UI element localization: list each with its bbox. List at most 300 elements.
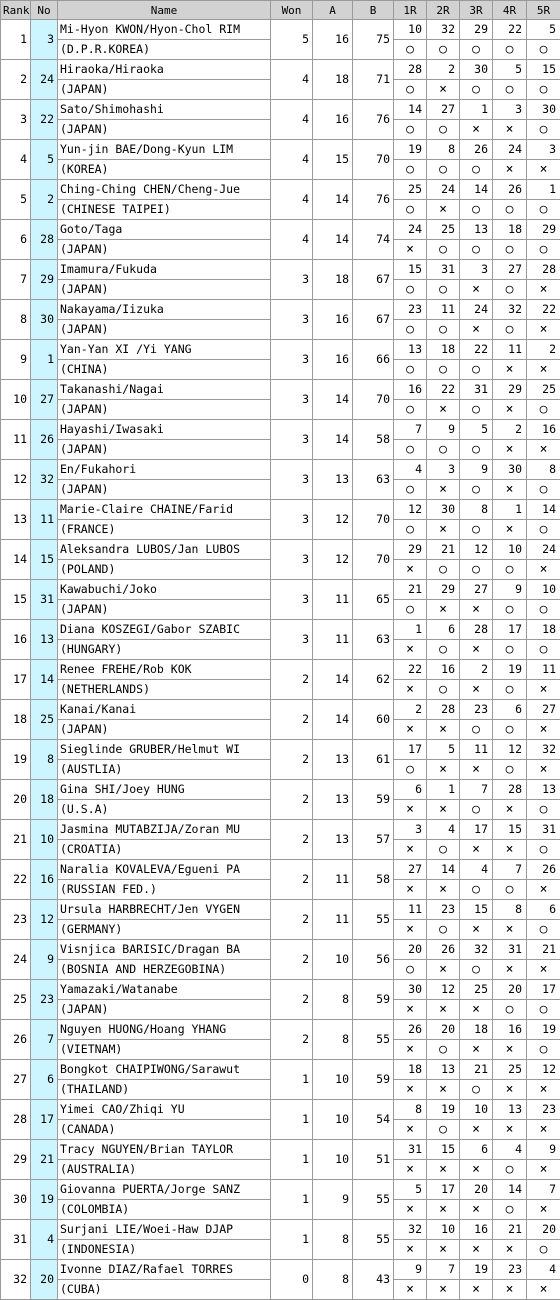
country-cell: (INDONESIA) (58, 1240, 271, 1260)
round-1-result-mark: ○ (394, 960, 427, 980)
round-2-opponent-cell: 32 (427, 20, 460, 40)
round-1-opponent-cell: 10 (394, 20, 427, 40)
round-2-opponent-cell: 23 (427, 900, 460, 920)
round-3-result-mark: × (460, 600, 493, 620)
pair-name-cell: Sato/Shimohashi (58, 100, 271, 120)
round-4-result-mark: ○ (493, 640, 527, 660)
pair-name-cell: Kawabuchi/Joko (58, 580, 271, 600)
b-score-cell: 58 (353, 420, 394, 460)
round-4-result-mark: ○ (493, 600, 527, 620)
table-row (1, 1260, 560, 1280)
round-4-opponent-cell: 8 (493, 900, 527, 920)
rank-cell: 11 (1, 420, 31, 460)
table-body (1, 20, 560, 1300)
round-3-opponent-cell: 20 (460, 1180, 493, 1200)
round-3-result-mark: ○ (460, 560, 493, 580)
round-4-opponent-cell: 2 (493, 420, 527, 440)
round-1-result-mark: ○ (394, 120, 427, 140)
rank-cell: 20 (1, 780, 31, 820)
rank-cell: 25 (1, 980, 31, 1020)
round-1-opponent-cell: 29 (394, 540, 427, 560)
round-5-result-mark: × (527, 1280, 560, 1300)
won-cell: 1 (271, 1140, 313, 1180)
round-2-opponent-cell: 14 (427, 860, 460, 880)
round-5-result-mark: ○ (527, 400, 560, 420)
table-row (1, 1060, 560, 1080)
pair-name-cell: Nakayama/Iizuka (58, 300, 271, 320)
round-1-opponent-cell: 9 (394, 1260, 427, 1280)
header-no: No (31, 1, 58, 20)
b-score-cell: 70 (353, 140, 394, 180)
won-cell: 2 (271, 660, 313, 700)
table-row (1, 980, 560, 1000)
round-3-result-mark: × (460, 640, 493, 660)
round-5-result-mark: ○ (527, 240, 560, 260)
table-row (1, 900, 560, 920)
round-1-opponent-cell: 14 (394, 100, 427, 120)
round-3-result-mark: × (460, 1240, 493, 1260)
entry-number-cell: 15 (31, 540, 58, 580)
round-2-result-mark: × (427, 760, 460, 780)
rank-cell: 29 (1, 1140, 31, 1180)
b-score-cell: 66 (353, 340, 394, 380)
pair-name-cell: Renee FREHE/Rob KOK (58, 660, 271, 680)
round-2-opponent-cell: 6 (427, 620, 460, 640)
round-1-result-mark: × (394, 1200, 427, 1220)
pair-name-cell: Yimei CAO/Zhiqi YU (58, 1100, 271, 1120)
entry-number-cell: 20 (31, 1260, 58, 1300)
a-score-cell: 8 (313, 1260, 353, 1300)
round-5-opponent-cell: 16 (527, 420, 560, 440)
round-4-result-mark: ○ (493, 720, 527, 740)
rank-cell: 26 (1, 1020, 31, 1060)
entry-number-cell: 17 (31, 1100, 58, 1140)
round-4-opponent-cell: 13 (493, 1100, 527, 1120)
round-3-result-mark: ○ (460, 800, 493, 820)
round-3-result-mark: ○ (460, 720, 493, 740)
round-2-result-mark: ○ (427, 280, 460, 300)
round-5-result-mark: × (527, 320, 560, 340)
pair-name-cell: Goto/Taga (58, 220, 271, 240)
round-3-opponent-cell: 6 (460, 1140, 493, 1160)
round-4-result-mark: × (493, 960, 527, 980)
round-1-opponent-cell: 28 (394, 60, 427, 80)
country-cell: (D.P.R.KOREA) (58, 40, 271, 60)
table-row (1, 220, 560, 240)
round-4-result-mark: × (493, 360, 527, 380)
round-5-result-mark: × (527, 560, 560, 580)
table-row (1, 180, 560, 200)
round-1-opponent-cell: 1 (394, 620, 427, 640)
round-2-opponent-cell: 22 (427, 380, 460, 400)
round-5-opponent-cell: 18 (527, 620, 560, 640)
table-row (1, 860, 560, 880)
round-5-opponent-cell: 30 (527, 100, 560, 120)
a-score-cell: 10 (313, 1060, 353, 1100)
table-row (1, 1220, 560, 1240)
round-2-result-mark: ○ (427, 1120, 460, 1140)
round-4-result-mark: × (493, 1080, 527, 1100)
country-cell: (AUSTRALIA) (58, 1160, 271, 1180)
round-5-opponent-cell: 2 (527, 340, 560, 360)
pair-name-cell: Sieglinde GRUBER/Helmut WI (58, 740, 271, 760)
table-row (1, 700, 560, 720)
round-3-result-mark: ○ (460, 440, 493, 460)
round-5-result-mark: ○ (527, 920, 560, 940)
round-3-opponent-cell: 27 (460, 580, 493, 600)
b-score-cell: 59 (353, 980, 394, 1020)
round-2-result-mark: × (427, 480, 460, 500)
a-score-cell: 16 (313, 300, 353, 340)
table-row (1, 620, 560, 640)
header-won: Won (271, 1, 313, 20)
a-score-cell: 16 (313, 20, 353, 60)
pair-name-cell: Giovanna PUERTA/Jorge SANZ (58, 1180, 271, 1200)
rank-cell: 14 (1, 540, 31, 580)
rank-cell: 13 (1, 500, 31, 540)
round-5-opponent-cell: 13 (527, 780, 560, 800)
round-4-opponent-cell: 25 (493, 1060, 527, 1080)
round-5-result-mark: ○ (527, 800, 560, 820)
round-3-opponent-cell: 29 (460, 20, 493, 40)
header-round-5: 5R (527, 1, 560, 20)
pair-name-cell: En/Fukahori (58, 460, 271, 480)
rank-cell: 23 (1, 900, 31, 940)
round-2-result-mark: × (427, 1200, 460, 1220)
round-1-result-mark: ○ (394, 520, 427, 540)
round-4-result-mark: ○ (493, 240, 527, 260)
b-score-cell: 55 (353, 1180, 394, 1220)
round-5-result-mark: ○ (527, 1000, 560, 1020)
round-2-opponent-cell: 8 (427, 140, 460, 160)
round-2-result-mark: ○ (427, 120, 460, 140)
rank-cell: 27 (1, 1060, 31, 1100)
round-4-opponent-cell: 22 (493, 20, 527, 40)
table-row (1, 820, 560, 840)
header-round-3: 3R (460, 1, 493, 20)
round-5-opponent-cell: 29 (527, 220, 560, 240)
round-5-opponent-cell: 10 (527, 580, 560, 600)
round-4-result-mark: ○ (493, 760, 527, 780)
round-3-result-mark: × (460, 320, 493, 340)
round-1-result-mark: ○ (394, 360, 427, 380)
round-3-opponent-cell: 24 (460, 300, 493, 320)
a-score-cell: 12 (313, 500, 353, 540)
round-5-result-mark: × (527, 1080, 560, 1100)
round-1-result-mark: × (394, 1080, 427, 1100)
round-2-result-mark: × (427, 1000, 460, 1020)
round-2-result-mark: × (427, 80, 460, 100)
rank-cell: 19 (1, 740, 31, 780)
round-5-result-mark: × (527, 1200, 560, 1220)
round-4-result-mark: × (493, 1120, 527, 1140)
country-cell: (JAPAN) (58, 720, 271, 740)
round-3-opponent-cell: 32 (460, 940, 493, 960)
won-cell: 3 (271, 620, 313, 660)
entry-number-cell: 16 (31, 860, 58, 900)
country-cell: (JAPAN) (58, 80, 271, 100)
rank-cell: 18 (1, 700, 31, 740)
round-3-opponent-cell: 4 (460, 860, 493, 880)
round-4-opponent-cell: 18 (493, 220, 527, 240)
b-score-cell: 62 (353, 660, 394, 700)
round-2-result-mark: × (427, 400, 460, 420)
round-4-result-mark: ○ (493, 200, 527, 220)
round-5-opponent-cell: 24 (527, 540, 560, 560)
round-1-result-mark: × (394, 800, 427, 820)
country-cell: (THAILAND) (58, 1080, 271, 1100)
round-5-result-mark: × (527, 1120, 560, 1140)
round-1-result-mark: ○ (394, 160, 427, 180)
round-5-result-mark: × (527, 760, 560, 780)
round-1-result-mark: × (394, 1160, 427, 1180)
round-1-opponent-cell: 31 (394, 1140, 427, 1160)
round-1-result-mark: × (394, 680, 427, 700)
won-cell: 4 (271, 100, 313, 140)
round-1-opponent-cell: 7 (394, 420, 427, 440)
round-4-opponent-cell: 10 (493, 540, 527, 560)
round-3-opponent-cell: 22 (460, 340, 493, 360)
b-score-cell: 55 (353, 1220, 394, 1260)
country-cell: (AUSTLIA) (58, 760, 271, 780)
b-score-cell: 74 (353, 220, 394, 260)
round-4-opponent-cell: 23 (493, 1260, 527, 1280)
entry-number-cell: 29 (31, 260, 58, 300)
round-1-opponent-cell: 23 (394, 300, 427, 320)
round-5-result-mark: ○ (527, 200, 560, 220)
round-3-opponent-cell: 13 (460, 220, 493, 240)
round-3-result-mark: × (460, 680, 493, 700)
round-1-result-mark: ○ (394, 400, 427, 420)
entry-number-cell: 7 (31, 1020, 58, 1060)
round-3-result-mark: ○ (460, 960, 493, 980)
won-cell: 2 (271, 1020, 313, 1060)
round-5-opponent-cell: 15 (527, 60, 560, 80)
pair-name-cell: Mi-Hyon KWON/Hyon-Chol RIM (58, 20, 271, 40)
a-score-cell: 14 (313, 220, 353, 260)
round-3-opponent-cell: 1 (460, 100, 493, 120)
round-1-opponent-cell: 15 (394, 260, 427, 280)
round-2-result-mark: × (427, 960, 460, 980)
round-1-result-mark: × (394, 1120, 427, 1140)
round-5-result-mark: × (527, 360, 560, 380)
rank-cell: 30 (1, 1180, 31, 1220)
round-4-opponent-cell: 14 (493, 1180, 527, 1200)
round-3-opponent-cell: 23 (460, 700, 493, 720)
round-2-opponent-cell: 12 (427, 980, 460, 1000)
round-2-result-mark: ○ (427, 680, 460, 700)
a-score-cell: 8 (313, 1020, 353, 1060)
round-1-opponent-cell: 4 (394, 460, 427, 480)
round-3-result-mark: ○ (460, 240, 493, 260)
b-score-cell: 70 (353, 500, 394, 540)
round-5-result-mark: ○ (527, 600, 560, 620)
table-row (1, 780, 560, 800)
table-row (1, 100, 560, 120)
table-row (1, 60, 560, 80)
round-2-result-mark: × (427, 520, 460, 540)
a-score-cell: 15 (313, 140, 353, 180)
round-5-opponent-cell: 3 (527, 140, 560, 160)
round-5-opponent-cell: 32 (527, 740, 560, 760)
round-1-result-mark: × (394, 240, 427, 260)
round-4-opponent-cell: 16 (493, 1020, 527, 1040)
pair-name-cell: Takanashi/Nagai (58, 380, 271, 400)
round-1-opponent-cell: 30 (394, 980, 427, 1000)
table-row (1, 940, 560, 960)
round-2-opponent-cell: 29 (427, 580, 460, 600)
entry-number-cell: 26 (31, 420, 58, 460)
round-4-result-mark: × (493, 520, 527, 540)
round-3-result-mark: ○ (460, 400, 493, 420)
round-4-result-mark: ○ (493, 280, 527, 300)
round-1-opponent-cell: 18 (394, 1060, 427, 1080)
round-4-opponent-cell: 24 (493, 140, 527, 160)
won-cell: 3 (271, 420, 313, 460)
round-5-result-mark: ○ (527, 1240, 560, 1260)
b-score-cell: 57 (353, 820, 394, 860)
table-row (1, 300, 560, 320)
country-cell: (CROATIA) (58, 840, 271, 860)
round-4-opponent-cell: 21 (493, 1220, 527, 1240)
round-5-result-mark: ○ (527, 520, 560, 540)
round-4-opponent-cell: 20 (493, 980, 527, 1000)
a-score-cell: 14 (313, 420, 353, 460)
country-cell: (FRANCE) (58, 520, 271, 540)
entry-number-cell: 10 (31, 820, 58, 860)
round-2-opponent-cell: 11 (427, 300, 460, 320)
country-cell: (GERMANY) (58, 920, 271, 940)
entry-number-cell: 22 (31, 100, 58, 140)
pair-name-cell: Ching-Ching CHEN/Cheng-Jue (58, 180, 271, 200)
round-3-opponent-cell: 11 (460, 740, 493, 760)
b-score-cell: 58 (353, 860, 394, 900)
rank-cell: 24 (1, 940, 31, 980)
round-5-opponent-cell: 17 (527, 980, 560, 1000)
round-3-opponent-cell: 5 (460, 420, 493, 440)
round-1-result-mark: ○ (394, 440, 427, 460)
round-1-opponent-cell: 27 (394, 860, 427, 880)
round-3-opponent-cell: 3 (460, 260, 493, 280)
b-score-cell: 60 (353, 700, 394, 740)
round-4-opponent-cell: 7 (493, 860, 527, 880)
table-row (1, 260, 560, 280)
table-row (1, 540, 560, 560)
round-1-result-mark: × (394, 1280, 427, 1300)
entry-number-cell: 14 (31, 660, 58, 700)
won-cell: 3 (271, 540, 313, 580)
won-cell: 3 (271, 500, 313, 540)
round-2-opponent-cell: 24 (427, 180, 460, 200)
round-2-result-mark: ○ (427, 840, 460, 860)
rank-cell: 28 (1, 1100, 31, 1140)
a-score-cell: 18 (313, 60, 353, 100)
rank-cell: 4 (1, 140, 31, 180)
round-2-result-mark: ○ (427, 360, 460, 380)
round-3-result-mark: × (460, 920, 493, 940)
round-1-result-mark: × (394, 640, 427, 660)
round-3-opponent-cell: 19 (460, 1260, 493, 1280)
round-5-opponent-cell: 28 (527, 260, 560, 280)
header-round-2: 2R (427, 1, 460, 20)
round-4-opponent-cell: 15 (493, 820, 527, 840)
round-5-result-mark: ○ (527, 40, 560, 60)
round-3-result-mark: × (460, 1120, 493, 1140)
entry-number-cell: 2 (31, 180, 58, 220)
b-score-cell: 67 (353, 300, 394, 340)
a-score-cell: 11 (313, 860, 353, 900)
round-2-result-mark: ○ (427, 920, 460, 940)
round-2-opponent-cell: 5 (427, 740, 460, 760)
round-1-opponent-cell: 19 (394, 140, 427, 160)
pair-name-cell: Imamura/Fukuda (58, 260, 271, 280)
round-5-opponent-cell: 19 (527, 1020, 560, 1040)
round-2-opponent-cell: 16 (427, 660, 460, 680)
table-row (1, 1180, 560, 1200)
round-2-result-mark: × (427, 800, 460, 820)
won-cell: 4 (271, 220, 313, 260)
b-score-cell: 65 (353, 580, 394, 620)
rank-cell: 15 (1, 580, 31, 620)
round-1-opponent-cell: 21 (394, 580, 427, 600)
rank-cell: 32 (1, 1260, 31, 1300)
round-5-opponent-cell: 27 (527, 700, 560, 720)
round-5-result-mark: × (527, 680, 560, 700)
round-1-result-mark: × (394, 1040, 427, 1060)
round-2-result-mark: ○ (427, 440, 460, 460)
round-3-opponent-cell: 17 (460, 820, 493, 840)
round-4-result-mark: × (493, 800, 527, 820)
won-cell: 3 (271, 300, 313, 340)
header-name: Name (58, 1, 271, 20)
a-score-cell: 13 (313, 460, 353, 500)
a-score-cell: 14 (313, 660, 353, 700)
round-5-opponent-cell: 20 (527, 1220, 560, 1240)
round-2-result-mark: × (427, 1160, 460, 1180)
round-1-result-mark: × (394, 1240, 427, 1260)
country-cell: (HUNGARY) (58, 640, 271, 660)
round-3-opponent-cell: 26 (460, 140, 493, 160)
won-cell: 3 (271, 580, 313, 620)
round-4-result-mark: ○ (493, 40, 527, 60)
round-3-opponent-cell: 15 (460, 900, 493, 920)
round-3-result-mark: ○ (460, 200, 493, 220)
pair-name-cell: Surjani LIE/Woei-Haw DJAP (58, 1220, 271, 1240)
entry-number-cell: 11 (31, 500, 58, 540)
round-2-result-mark: ○ (427, 560, 460, 580)
round-1-opponent-cell: 3 (394, 820, 427, 840)
round-1-result-mark: ○ (394, 40, 427, 60)
a-score-cell: 11 (313, 580, 353, 620)
round-4-result-mark: ○ (493, 680, 527, 700)
round-4-result-mark: ○ (493, 880, 527, 900)
entry-number-cell: 8 (31, 740, 58, 780)
rank-cell: 7 (1, 260, 31, 300)
entry-number-cell: 13 (31, 620, 58, 660)
round-5-result-mark: ○ (527, 80, 560, 100)
round-2-result-mark: ○ (427, 1040, 460, 1060)
round-4-opponent-cell: 4 (493, 1140, 527, 1160)
round-4-opponent-cell: 28 (493, 780, 527, 800)
round-1-result-mark: × (394, 560, 427, 580)
round-4-result-mark: × (493, 1280, 527, 1300)
round-4-result-mark: × (493, 920, 527, 940)
table-row (1, 340, 560, 360)
round-3-opponent-cell: 10 (460, 1100, 493, 1120)
round-4-result-mark: ○ (493, 560, 527, 580)
rank-cell: 8 (1, 300, 31, 340)
round-3-opponent-cell: 18 (460, 1020, 493, 1040)
